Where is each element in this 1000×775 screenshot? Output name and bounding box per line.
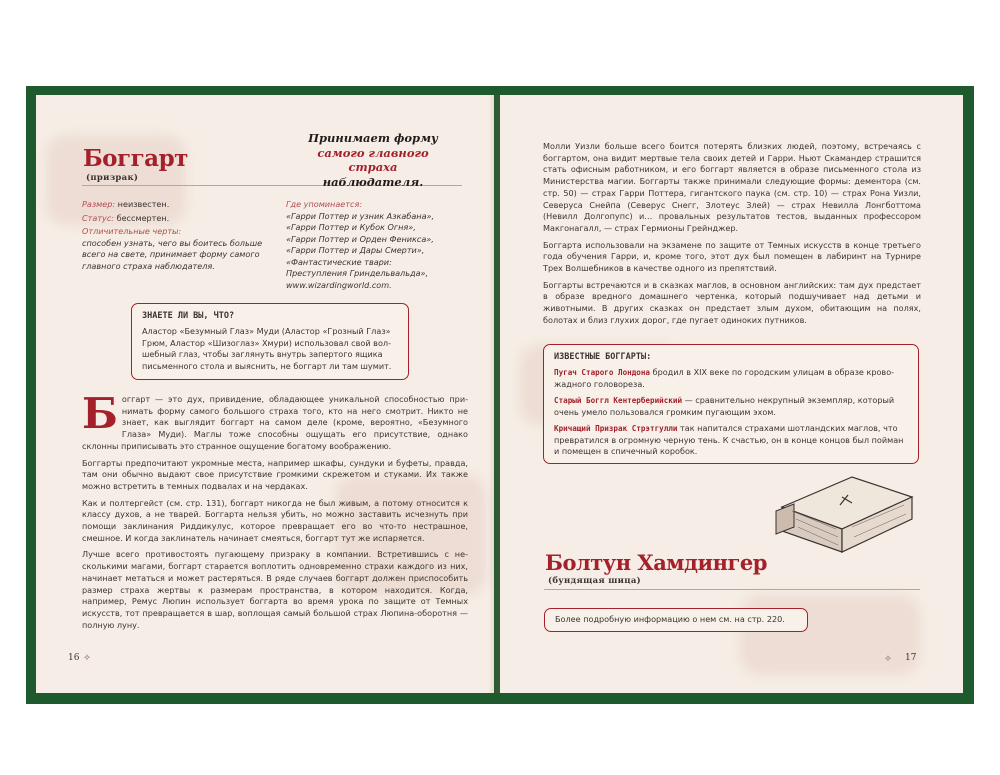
ornament-icon: ⟡ — [84, 653, 90, 663]
page-number-left: 16 — [68, 653, 80, 663]
known-item: Кричащий Призрак Стрэтгулли так напитался страхами шотландских маглов, что превратился в огромную черную тень. К счастью, он в конце концов был пойман и помещен в спичечный коробок. — [554, 423, 904, 456]
known-boggarts-title: ИЗВЕСТНЫЕ БОГГАРТЫ: — [554, 352, 652, 362]
section2-subtitle: (бундящая шица) — [548, 576, 641, 586]
did-you-know-title: ЗНАЕТЕ ЛИ ВЫ, ЧТО? — [142, 311, 235, 321]
dropcap-letter: Б — [82, 389, 118, 438]
entry-quote: Принимает форму самого главного страха наблюдателя. — [308, 131, 438, 189]
did-you-know-text: Аластор «Безумный Глаз» Муди (Аластор «Грозный Глаз» Грюм, Аластор «Шизоглаз» Хмури) использовал свой волшебный глаз, чтобы заглянуть внутрь запертого ящика письменного стола и выяснить, не боггарт ли там шумит. — [142, 326, 392, 371]
more-info-box — [544, 608, 808, 632]
more-info-text: Более подробную информацию о нем см. на стр. 220. — [555, 614, 785, 624]
ornament-icon: ⟡ — [885, 654, 891, 664]
section2-underline — [544, 589, 920, 590]
continued-article: Молли Уизли больше всего боится потерять близких людей, поэтому, встречаясь с боггартом, она видит мертвые тела своих детей и Гарри. Ньют Скамандер страшится стать офисным работником, и его боггарт является в образе письменного стола из Министерства магии. Боггарты также принимали следующие формы: дементора (см. стр. 50) — страх Гарри Поттера, гигантского паука (см. стр. 10) — страх Рона Уизли, Северуса Снейпа (Северус Снегг, Злотеус Злей) — страх Невилла Лонгботтома (Невилл Долгопупс) и… провальных результатов тестов, выданных профессором Макгонагалл, — страх Гермионы Грейнджер. Боггарта использовали на экзамене по защите от Темных искусств в конце третьего года обучения Гарри, и, кроме того, этот дух был помещен в лабиринт на Турнире Трех Волшебников в качестве одного из препятствий. Боггарты встречаются и в сказках маглов, в основном английских: там дух предстает в образе вредного домашнего чертенка, который подшучивает над детьми и животными. В других сказках он предстает злым духом, обитающим на полях, болотах и близ глухих дорог, где пугает одиноких путников. — [543, 141, 921, 325]
known-item: Пугач Старого Лондона бродил в XIX веке по городским улицам в образе кровожадного головореза. — [554, 367, 895, 389]
right-page — [500, 95, 963, 693]
left-page — [36, 95, 494, 693]
facts-column: Размер: неизвестен. Статус: бессмертен. Отличительные черты: способен узнать, чего вы боитесь больше всего на свете, принимает форму самого главного страха наблюдателя. — [82, 199, 263, 271]
main-article: Боггарт — это дух, привидение, обладающее уникальной способностью принимать форму самого большого страха того, кто на него смотрит. Никто не знает, как выглядит боггарт на самом деле (кроме, вероятно, «Безумного Глаза» Муди). Маглы тоже способны ощущать его присутствие, однако склонны приписывать это странное ощущение богатому воображению. Боггарты предпочитают укромные места, например шкафы, сундуки и буфеты, правда, там они обычно выдают свое присутствие громкими скрежетом и стуками. Их также можно встретить в темных подвалах и на чердаках. Как и полтергейст (см. стр. 131), боггарт никогда не был живым, а потому относится к классу духов, а не тварей. Боггарта нельзя убить, но можно заставить исчезнуть при помощи заклинания Риддикулус, которое превращает его во что-то нестрашное, смешное. И когда заклинатель начинает смеяться, боггарт тут же испаряется. Лучше всего противостоять пугающему призраку в компании. Встретившись с несколькими магами, боггарт старается воплотить одновременно страхи каждого из них, начинает метаться и может растеряться. В ряде случаев боггарт должен приспособить размер страха жертвы к размерам пространства, в котором находится. Когда, например, Ремус Люпин использует боггарта во время урока по защите от Темных искусств, тот превращается в шар, воплощая самый большой страх Люпина-оборотня — полную луну. — [82, 389, 468, 630]
page-number-right: 17 — [905, 653, 917, 663]
entry-title: Боггарт — [83, 145, 188, 172]
known-boggarts-box — [543, 344, 919, 464]
matchbox-illustration — [772, 467, 922, 557]
section2-title: Болтун Хамдингер — [545, 550, 767, 575]
entry-subtitle: (призрак) — [86, 173, 139, 183]
known-item: Старый Боггл Кентерберийский — сравнительно некрупный экземпляр, который очень умело пользовался громким пугающим эхом. — [554, 395, 895, 417]
mentions-column: Где упоминается: «Гарри Поттер и узник Азкабана», «Гарри Поттер и Кубок Огня», «Гарри Поттер и Орден Феникса», «Гарри Поттер и Дары Смерти», «Фантастические твари: Преступления Гриндельвальда», www.wizardingworld.com. — [286, 199, 435, 290]
did-you-know-box — [131, 303, 409, 380]
